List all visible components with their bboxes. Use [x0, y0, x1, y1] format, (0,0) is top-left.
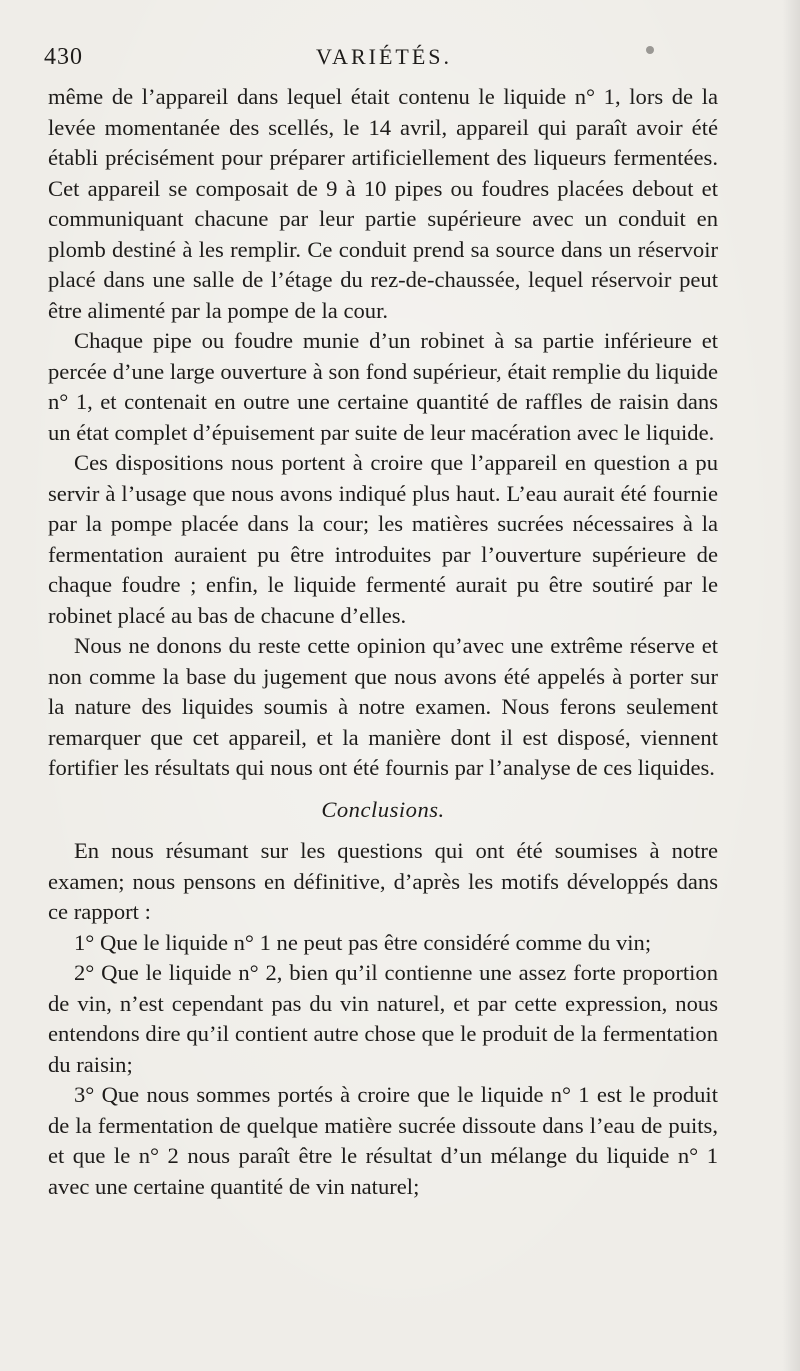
page-header	[44, 40, 724, 76]
paragraph-continued: même de l’appareil dans lequel était contenu le liquide n° 1, lors de la levée momentanée des scellés, le 14 avril, appareil qui paraît avoir été établi précisément pour préparer artificiellement des liqueurs fermentées. Cet appareil se composait de 9 à 10 pipes ou foudres placées debout et communiquant chacune par leur partie supérieure avec un conduit en plomb destiné à les remplir. Ce conduit prend sa source dans un réservoir placé dans une salle de l’étage du rez-de-chaussée, lequel réservoir peut être alimenté par la pompe de la cour.	[48, 84, 718, 323]
running-title: VARIÉTÉS.	[316, 44, 452, 69]
page-edge-shadow	[782, 0, 800, 1371]
page-number: 430	[44, 44, 83, 70]
conclusions-intro: En nous résumant sur les questions qui ont été soumises à notre examen; nous pensons en définitive, d’après les motifs développés dans ce rapport :	[48, 838, 718, 924]
paragraph: Nous ne donons du reste cette opinion qu’avec une extrême réserve et non comme la base du jugement que nous avons été appelés à porter sur la nature des liquides soumis à notre examen. Nous ferons seulement remarquer que cet appareil, et la manière dont il est disposé, viennent fortifier les résultats qui nous ont été fournis par l’analyse de ces liquides.	[48, 633, 718, 780]
paragraph: Chaque pipe ou foudre munie d’un robinet à sa partie inférieure et percée d’une large ouverture à son fond supérieur, était remplie du liquide n° 1, et contenait en outre une certaine quantité de raffles de raisin dans un état complet d’épuisement par suite de leur macération avec le liquide.	[48, 328, 718, 445]
conclusion-item: 1° Que le liquide n° 1 ne peut pas être considéré comme du vin;	[74, 929, 652, 955]
section-heading: Conclusions.	[321, 796, 445, 822]
conclusion-item: 2° Que le liquide n° 2, bien qu’il contienne une assez forte proportion de vin, n’est cependant pas du vin naturel, et par cette expression, nous entendons dire qu’il contient autre chose que le produit de la fermentation du raisin;	[48, 960, 718, 1077]
paragraph: Ces dispositions nous portent à croire que l’appareil en question a pu servir à l’usage que nous avons indiqué plus haut. L’eau aurait été fournie par la pompe placée dans la cour; les matières sucrées nécessaires à la fermentation auraient pu être introduites par l’ouverture supérieure de chaque foudre ; enfin, le liquide fermenté aurait pu être soutiré par le robinet placé au bas de chacune d’elles.	[48, 450, 718, 628]
ink-spot	[646, 46, 654, 54]
body-text	[48, 82, 718, 1202]
conclusion-item: 3° Que nous sommes portés à croire que le liquide n° 1 est le produit de la fermentation de quelque matière sucrée dissoute dans l’eau de puits, et que le n° 2 nous paraît être le résultat d’un mélange du liquide n° 1 avec une certaine quantité de vin naturel;	[48, 1082, 718, 1199]
